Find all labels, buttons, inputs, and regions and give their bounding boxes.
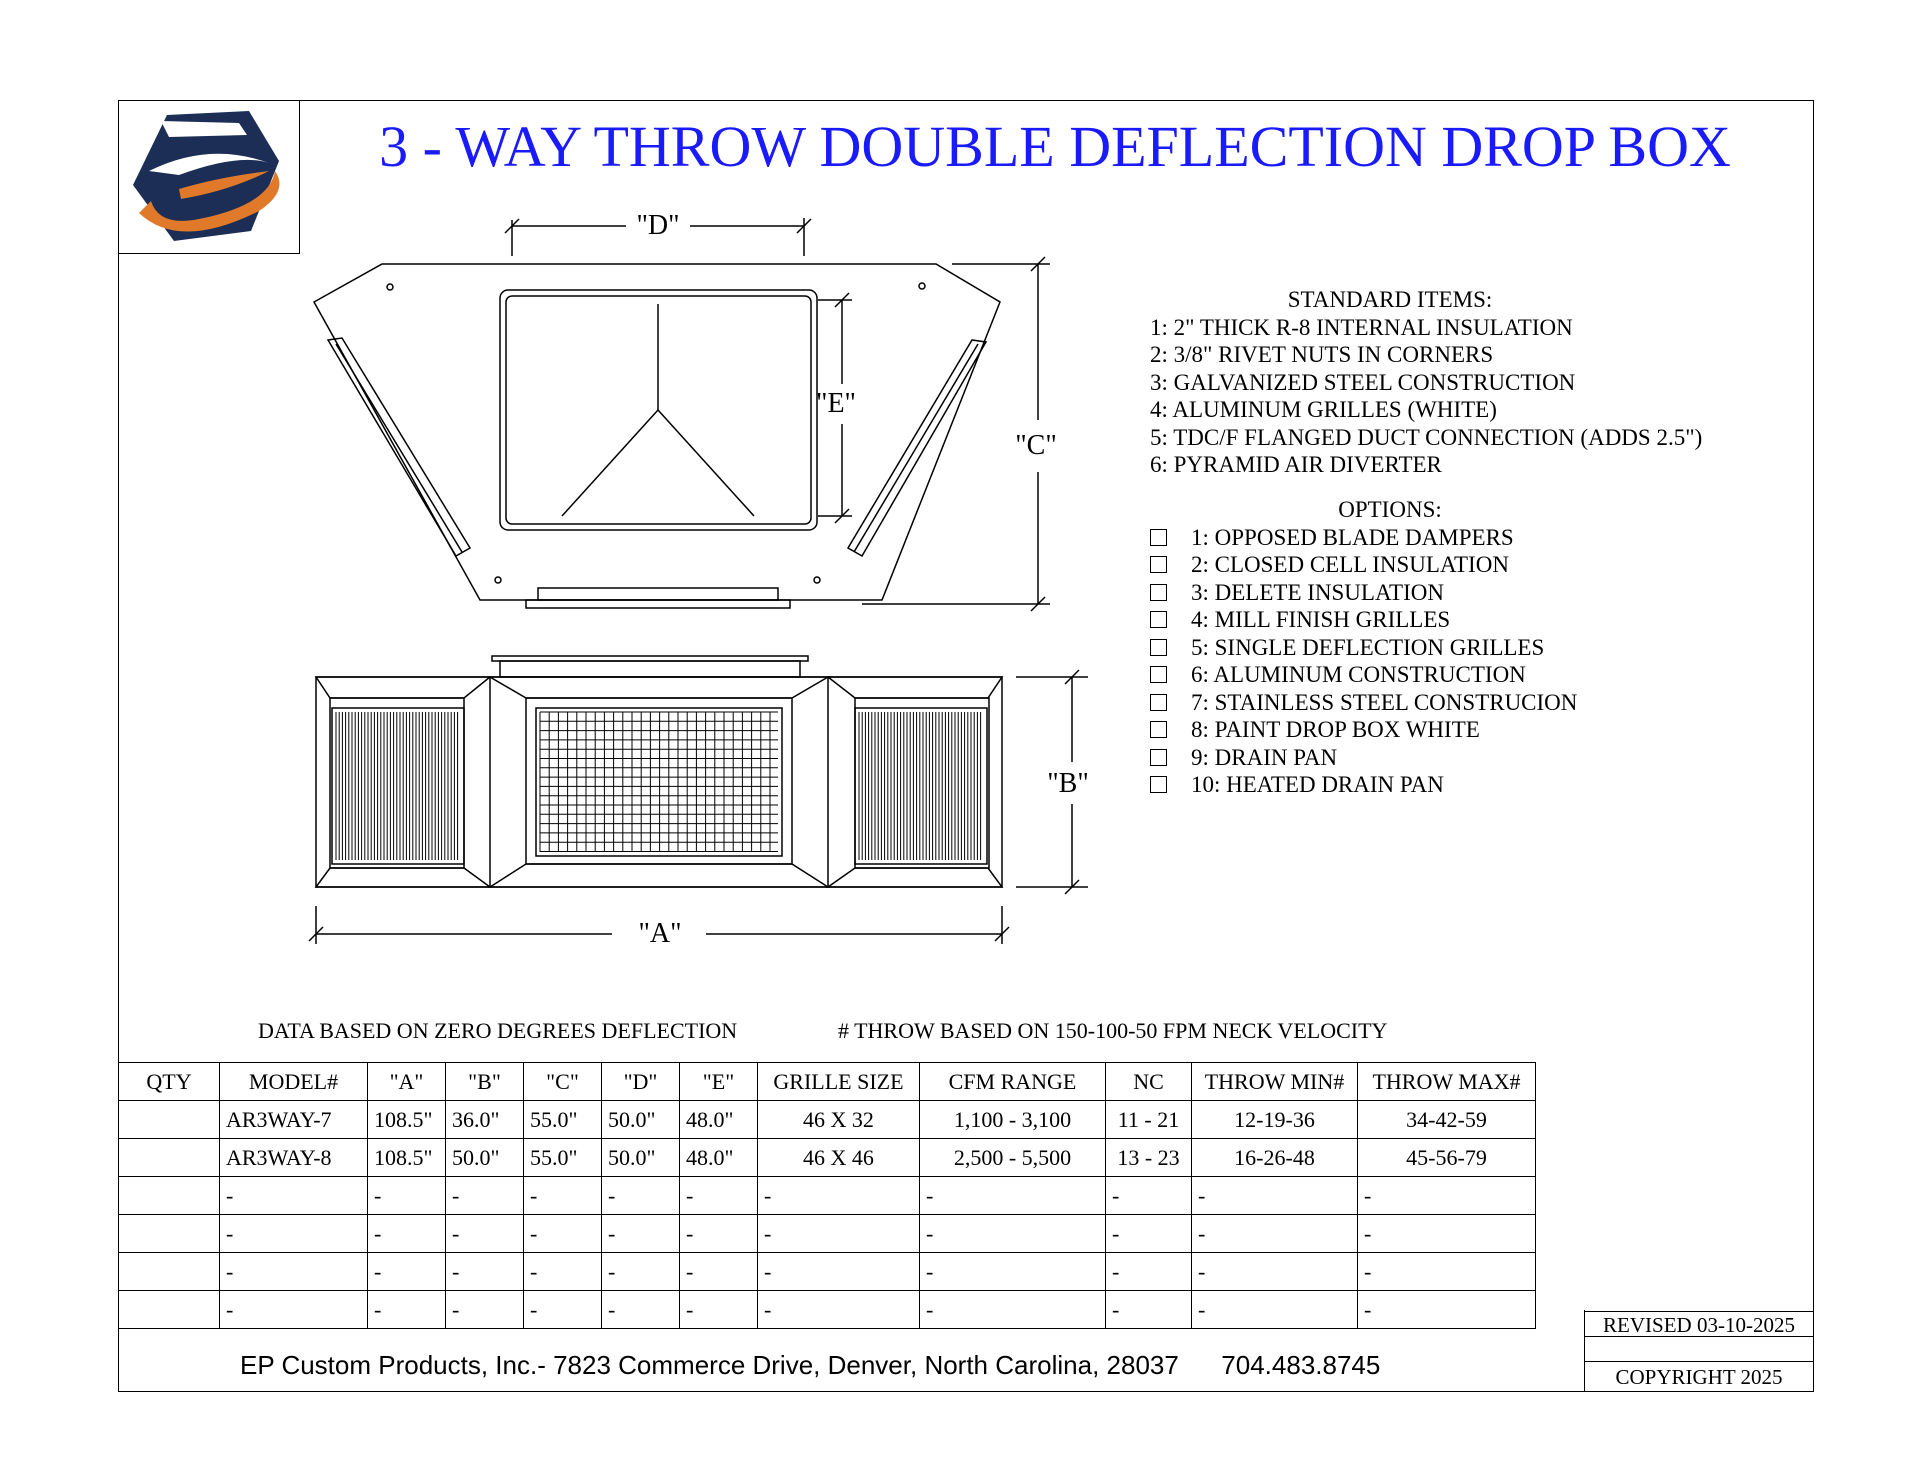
option-item: 2: CLOSED CELL INSULATION (1150, 551, 1630, 579)
table-cell: - (1358, 1253, 1536, 1291)
option-checkbox[interactable] (1150, 584, 1167, 601)
option-checkbox[interactable] (1150, 721, 1167, 738)
option-item: 6: ALUMINUM CONSTRUCTION (1150, 661, 1630, 689)
revised-date: REVISED 03-10-2025 (1584, 1311, 1814, 1337)
table-cell: 12-19-36 (1192, 1101, 1358, 1139)
table-cell: - (1358, 1215, 1536, 1253)
table-cell: - (758, 1215, 920, 1253)
table-cell: - (1358, 1177, 1536, 1215)
company-address: EP Custom Products, Inc.- 7823 Commerce Drive, Denver, North Carolina, 28037 (240, 1350, 1179, 1380)
standard-item: 2: 3/8" RIVET NUTS IN CORNERS (1150, 342, 1494, 367)
table-header-cell: CFM RANGE (920, 1063, 1106, 1101)
table-cell: 46 X 46 (758, 1139, 920, 1177)
table-cell[interactable] (119, 1291, 220, 1329)
table-cell: 55.0" (524, 1139, 602, 1177)
table-cell: 50.0" (602, 1139, 680, 1177)
table-header-cell: QTY (119, 1063, 220, 1101)
table-cell: - (920, 1177, 1106, 1215)
standard-item: 6: PYRAMID AIR DIVERTER (1150, 452, 1442, 477)
table-cell: - (1106, 1291, 1192, 1329)
standard-item: 5: TDC/F FLANGED DUCT CONNECTION (ADDS 2.5") (1150, 424, 1703, 450)
table-cell: 1,100 - 3,100 (920, 1101, 1106, 1139)
option-checkbox[interactable] (1150, 529, 1167, 546)
table-cell: - (1192, 1291, 1358, 1329)
table-header-cell: THROW MAX# (1358, 1063, 1536, 1101)
table-cell: - (220, 1177, 368, 1215)
table-cell: - (680, 1177, 758, 1215)
table-cell: - (920, 1291, 1106, 1329)
option-item: 7: STAINLESS STEEL CONSTRUCION (1150, 689, 1630, 717)
table-cell: 48.0" (680, 1139, 758, 1177)
table-cell: - (446, 1215, 524, 1253)
table-cell: 48.0" (680, 1101, 758, 1139)
table-cell: - (1192, 1215, 1358, 1253)
note-deflection: DATA BASED ON ZERO DEGREES DEFLECTION (258, 1018, 738, 1043)
table-cell[interactable] (119, 1139, 220, 1177)
dim-label-c: "C" (1015, 430, 1057, 461)
table-cell: 34-42-59 (1358, 1101, 1536, 1139)
spec-table (118, 1062, 1536, 1329)
table-cell: AR3WAY-8 (220, 1139, 368, 1177)
option-item: 4: MILL FINISH GRILLES (1150, 606, 1630, 634)
table-cell: - (524, 1177, 602, 1215)
table-cell: - (368, 1177, 446, 1215)
table-cell: 13 - 23 (1106, 1139, 1192, 1177)
table-header-cell: MODEL# (220, 1063, 368, 1101)
table-cell: - (602, 1253, 680, 1291)
option-item: 3: DELETE INSULATION (1150, 579, 1630, 607)
table-cell: - (1106, 1177, 1192, 1215)
standard-item: 1: 2" THICK R-8 INTERNAL INSULATION (1150, 314, 1573, 340)
option-checkbox[interactable] (1150, 666, 1167, 683)
table-header-cell: NC (1106, 1063, 1192, 1101)
table-cell: - (680, 1291, 758, 1329)
table-header-cell: "D" (602, 1063, 680, 1101)
table-cell: 108.5" (368, 1139, 446, 1177)
table-cell: - (602, 1215, 680, 1253)
table-cell: 108.5" (368, 1101, 446, 1139)
center-eggcrate-grid (540, 712, 778, 852)
table-row (119, 1291, 1536, 1329)
table-cell: - (1192, 1253, 1358, 1291)
table-header-cell: "B" (446, 1063, 524, 1101)
page-title: 3 - WAY THROW DOUBLE DEFLECTION DROP BOX (379, 114, 1731, 179)
option-item: 9: DRAIN PAN (1150, 744, 1630, 772)
options-heading: OPTIONS: (1338, 497, 1442, 522)
table-header-cell: "A" (368, 1063, 446, 1101)
option-item: 8: PAINT DROP BOX WHITE (1150, 716, 1630, 744)
table-cell: - (1106, 1215, 1192, 1253)
table-cell: - (1192, 1177, 1358, 1215)
table-cell: - (602, 1177, 680, 1215)
table-row (119, 1215, 1536, 1253)
dim-label-b: "B" (1047, 768, 1089, 799)
table-cell: 45-56-79 (1358, 1139, 1536, 1177)
table-cell: - (446, 1253, 524, 1291)
option-checkbox[interactable] (1150, 639, 1167, 656)
table-cell: AR3WAY-7 (220, 1101, 368, 1139)
table-cell: - (220, 1215, 368, 1253)
table-cell[interactable] (119, 1177, 220, 1215)
standard-item: 3: GALVANIZED STEEL CONSTRUCTION (1150, 369, 1576, 395)
table-cell: - (368, 1215, 446, 1253)
table-cell: - (220, 1291, 368, 1329)
table-cell: - (446, 1291, 524, 1329)
table-cell: - (920, 1215, 1106, 1253)
option-item: 1: OPPOSED BLADE DAMPERS (1150, 524, 1630, 552)
table-cell: - (920, 1253, 1106, 1291)
table-cell: 11 - 21 (1106, 1101, 1192, 1139)
standard-items-heading: STANDARD ITEMS: (1287, 287, 1493, 312)
option-item: 10: HEATED DRAIN PAN (1150, 771, 1630, 799)
table-cell: - (524, 1215, 602, 1253)
table-cell: - (758, 1253, 920, 1291)
standard-item: 4: ALUMINUM GRILLES (WHITE) (1150, 397, 1497, 422)
table-cell: - (602, 1291, 680, 1329)
table-cell: - (524, 1291, 602, 1329)
note-throw: # THROW BASED ON 150-100-50 FPM NECK VELOCITY (838, 1018, 1388, 1043)
table-cell[interactable] (119, 1215, 220, 1253)
table-cell: - (524, 1253, 602, 1291)
dim-label-d: "D" (636, 210, 680, 241)
copyright: COPYRIGHT 2025 (1615, 1365, 1783, 1389)
table-cell[interactable] (119, 1101, 220, 1139)
table-cell: - (680, 1253, 758, 1291)
table-cell: - (1358, 1291, 1536, 1329)
standard-items (1150, 286, 1702, 479)
table-cell: 50.0" (602, 1101, 680, 1139)
table-cell: - (758, 1291, 920, 1329)
table-cell: 16-26-48 (1192, 1139, 1358, 1177)
table-cell: 2,500 - 5,500 (920, 1139, 1106, 1177)
company-phone: 704.483.8745 (1221, 1350, 1381, 1380)
table-cell: 55.0" (524, 1101, 602, 1139)
table-header-cell: "E" (680, 1063, 758, 1101)
option-checkbox[interactable] (1150, 611, 1167, 628)
option-checkbox[interactable] (1150, 556, 1167, 573)
table-cell: - (368, 1291, 446, 1329)
option-item: 5: SINGLE DEFLECTION GRILLES (1150, 634, 1630, 662)
dim-label-a: "A" (638, 918, 682, 949)
table-header-row (119, 1063, 1536, 1101)
table-row (119, 1253, 1536, 1291)
table-cell: 46 X 32 (758, 1101, 920, 1139)
table-cell: - (368, 1253, 446, 1291)
table-header-cell: THROW MIN# (1192, 1063, 1358, 1101)
table-row (119, 1139, 1536, 1177)
table-cell: 36.0" (446, 1101, 524, 1139)
dim-label-e: "E" (816, 388, 856, 419)
table-cell: - (680, 1215, 758, 1253)
table-cell: - (1106, 1253, 1192, 1291)
table-row (119, 1101, 1536, 1139)
option-checkbox[interactable] (1150, 776, 1167, 793)
left-louvers (336, 712, 458, 860)
table-header-cell: "C" (524, 1063, 602, 1101)
table-cell: 50.0" (446, 1139, 524, 1177)
table-header-cell: GRILLE SIZE (758, 1063, 920, 1101)
table-cell: - (758, 1177, 920, 1215)
revision-spacer (1584, 1337, 1814, 1362)
table-cell[interactable] (119, 1253, 220, 1291)
footer-address (240, 1350, 1380, 1381)
table-row (119, 1177, 1536, 1215)
options-list (1150, 496, 1630, 799)
option-checkbox[interactable] (1150, 749, 1167, 766)
top-view (314, 218, 1050, 611)
table-cell: - (220, 1253, 368, 1291)
option-checkbox[interactable] (1150, 694, 1167, 711)
right-louvers (859, 712, 981, 860)
table-cell: - (446, 1177, 524, 1215)
